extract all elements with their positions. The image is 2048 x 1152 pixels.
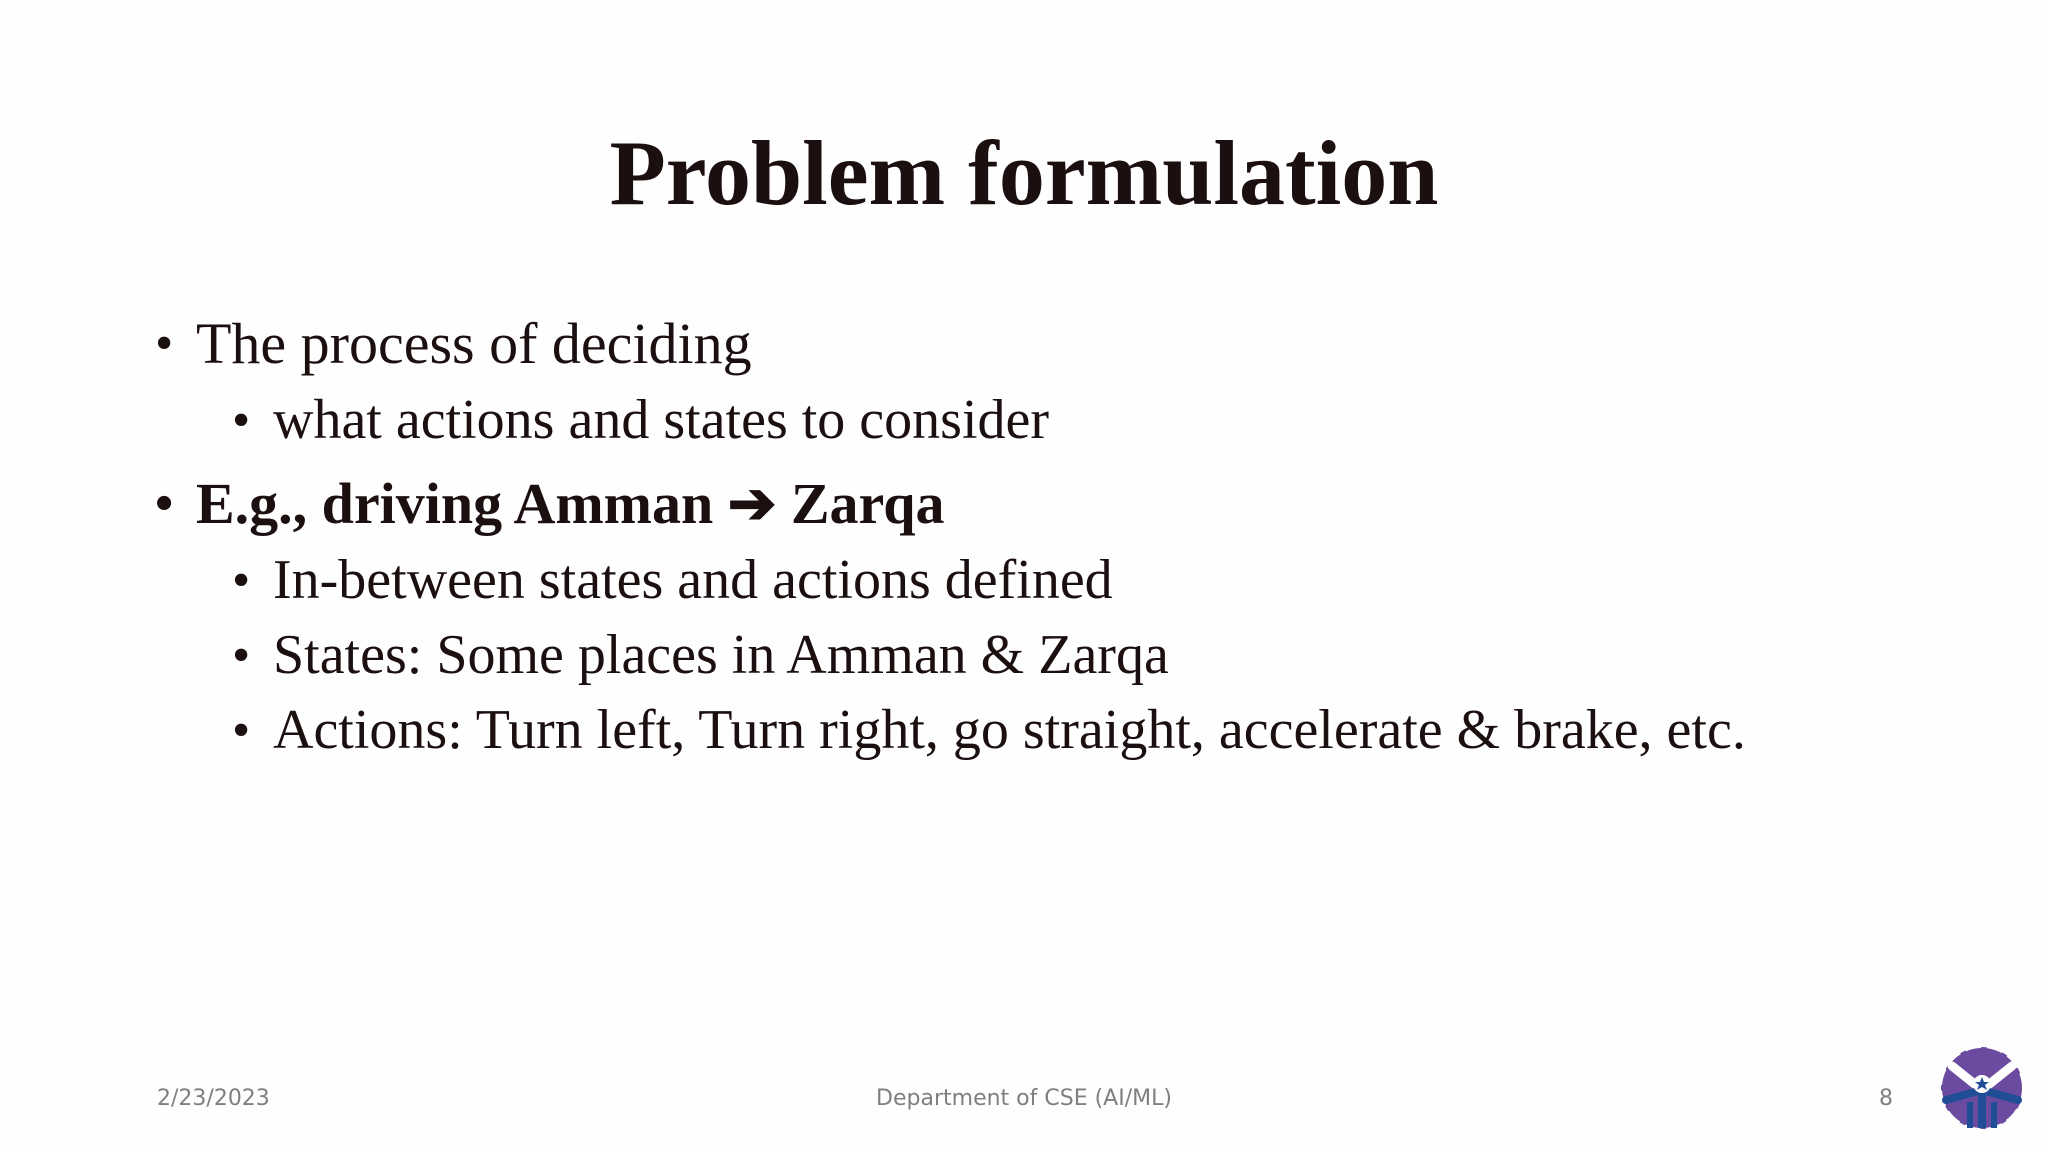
bullet-icon: • [232,552,251,609]
bullet-text: what actions and states to consider [273,389,1050,451]
bullet-list [155,305,1975,768]
bullet-item-level1-example [155,465,1975,543]
slide-title: Problem formulation [609,122,1439,224]
bullet-item-level2 [155,543,1975,618]
institution-logo-icon [1938,1044,2026,1132]
footer-date: 2/23/2023 [157,1086,270,1111]
page-number: 8 [1879,1086,1893,1111]
bullet-icon: • [232,392,251,449]
bullet-icon: • [232,702,251,759]
bullet-text: The process of deciding [196,311,752,376]
bullet-item-level2 [155,618,1975,693]
bullet-text: E.g., driving Amman ➔ Zarqa [196,471,945,536]
footer-department: Department of CSE (AI/ML) [876,1086,1172,1111]
bullet-text: States: Some places in Amman & Zarqa [273,624,1169,686]
bullet-text: Actions: Turn left, Turn right, go straight, accelerate & brake, etc. [273,699,1746,761]
bullet-icon: • [155,475,174,532]
bullet-icon: • [232,627,251,684]
bullet-text: In-between states and actions defined [273,549,1113,611]
bullet-item-level1 [155,305,1975,383]
bullet-item-level2 [155,383,1975,458]
bullet-icon: • [155,315,174,372]
bullet-item-level2 [155,693,1975,768]
